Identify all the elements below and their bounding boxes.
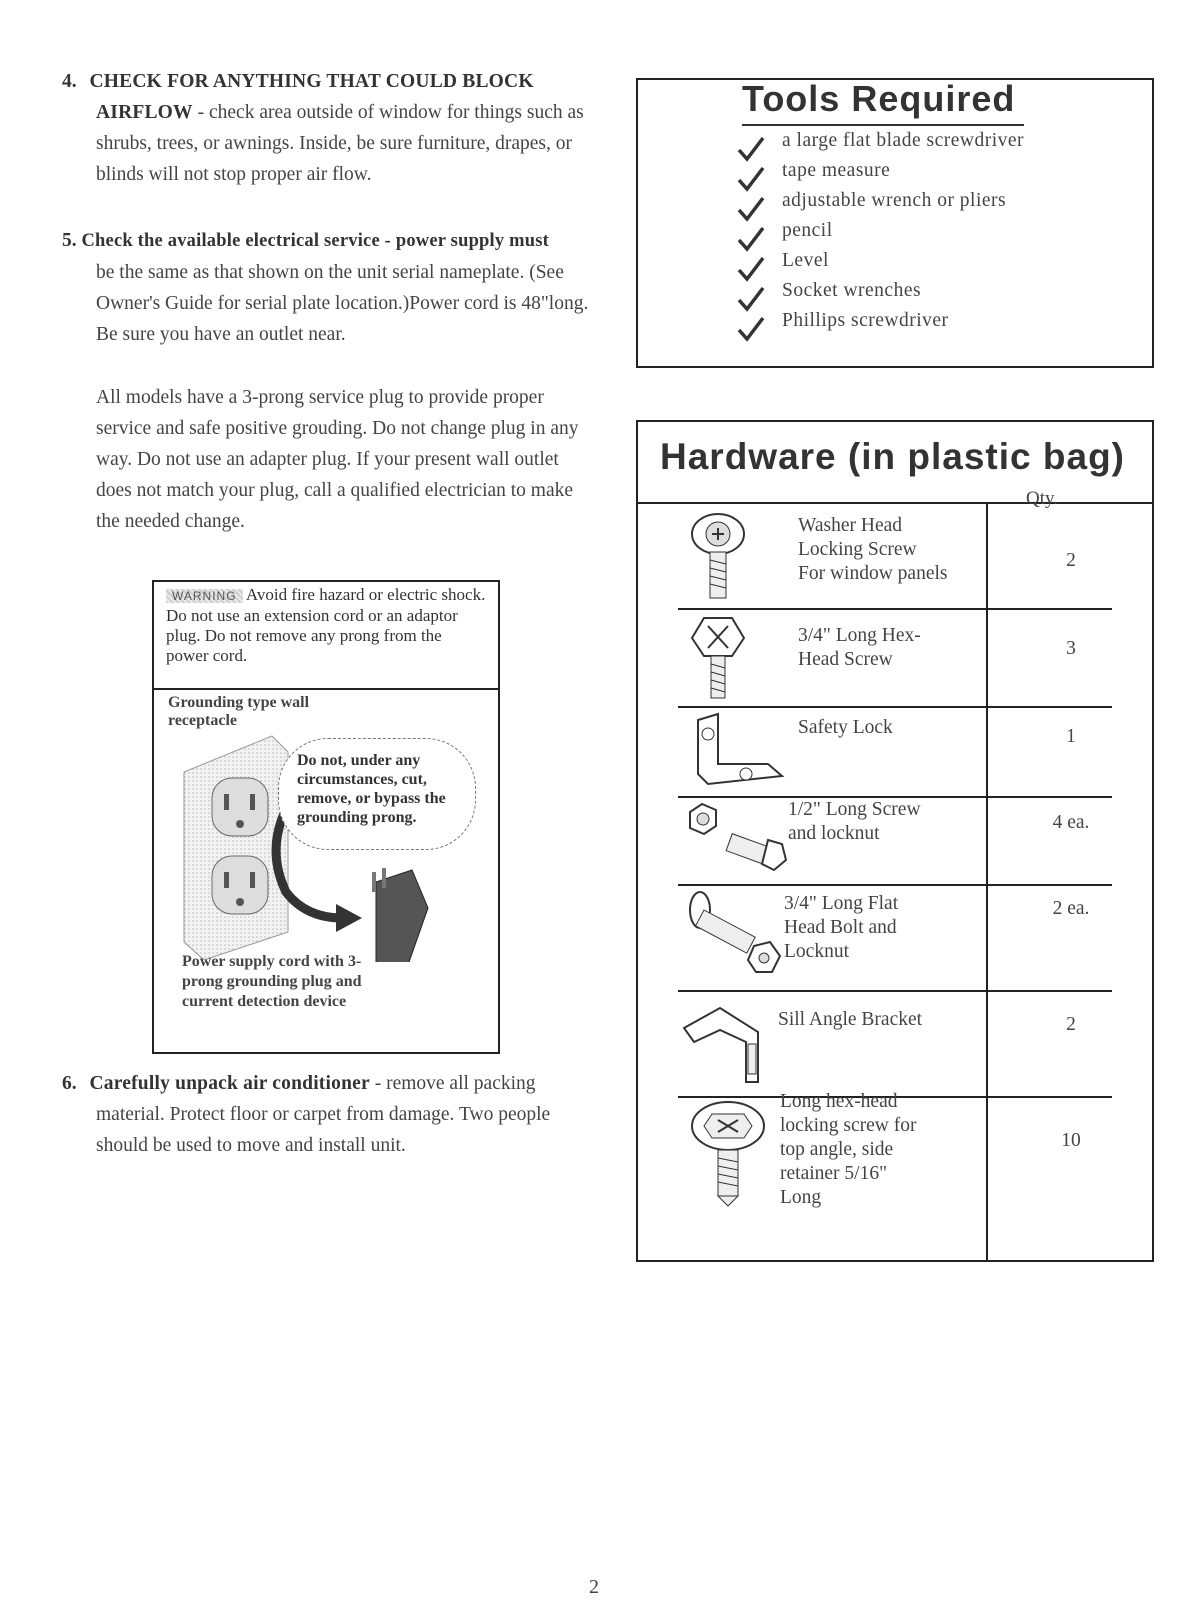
hardware-name-line: locking screw for [780,1115,917,1136]
hardware-item-name [784,892,898,964]
step-6 [62,1068,592,1161]
hex-head-screw-icon [678,612,758,702]
hardware-item-qty: 1 [1066,726,1076,747]
step-4-text-first: - check area outside of window for things [192,102,522,123]
warning-label: WARNING [166,589,243,603]
hardware-name-line: 3/4" Long Hex- [798,625,921,646]
step-6-text: material. Protect floor or carpet from damage. Two people should be used to move and install unit. [96,1104,551,1156]
tool-item-label: tape measure [782,160,891,181]
tool-item-label: Phillips screwdriver [782,310,949,331]
hardware-item-qty: 2 [1066,1014,1076,1035]
hardware-name-line: Safety Lock [798,717,893,738]
warning-box [152,580,500,1054]
tool-item-label: pencil [782,220,833,241]
grounding-receptacle-label: Grounding type wall receptacle [168,694,310,729]
hardware-item-name [798,624,921,672]
tool-item-label: a large flat blade screwdriver [782,130,1025,151]
hardware-name-line: retainer 5/16" [780,1163,888,1184]
step-5 [62,225,592,350]
step-4-text: such as shrubs, trees, or awnings. Inside, be sure furniture, drapes, or blinds will not stop proper air flow. [96,102,584,185]
hardware-box [636,420,1154,1262]
row-divider [678,706,1112,708]
step-6-heading: Carefully unpack air conditioner [89,1073,370,1094]
checkmark-icon [736,314,766,344]
step-4-heading-line2: AIRFLOW [96,102,193,123]
warning-text: Avoid fire hazard or electric shock. Do not use an extension cord or an adaptor plug. Do not remove any prong from the power cord. [166,585,486,665]
qty-column-header: Qty. [1026,488,1059,509]
tool-item [736,190,1136,220]
tools-title: Tools Required [742,78,1016,119]
hardware-item-name [798,514,948,586]
row-divider [678,884,1112,886]
hardware-name-line: Locking Screw [798,539,917,560]
grounding-warning-bubble [278,738,476,850]
sill-angle-bracket-icon [678,1002,788,1086]
tool-item [736,310,1136,340]
hardware-name-line: For window panels [798,563,948,584]
step-4 [62,66,592,190]
hardware-title: Hardware (in plastic bag) [660,436,1125,477]
tool-item [736,130,1136,160]
power-cord-label: Power supply cord with 3-prong grounding plug and current detection device [182,953,362,1010]
hardware-item-qty: 4 ea. [1052,812,1090,833]
hardware-header-rule [638,502,1152,504]
hardware-item-qty: 2 ea. [1052,898,1090,919]
step-6-text-first: - remove all packing [369,1073,536,1094]
tool-item [736,280,1136,310]
hardware-name-line: Washer Head [798,515,903,536]
hardware-name-line: and locknut [788,823,880,844]
long-hex-head-screw-icon [682,1098,782,1208]
tool-item [736,250,1136,280]
tool-item-label: adjustable wrench or pliers [782,190,1007,211]
hardware-item-name [798,716,893,740]
warning-divider [154,688,498,690]
flat-head-bolt-icon [678,890,788,984]
hardware-name-line: top angle, side [780,1139,894,1160]
hardware-name-line: Long [780,1187,822,1208]
tool-item-label: Level [782,250,829,271]
hardware-name-line: Sill Angle Bracket [778,1009,923,1030]
hardware-item-name [778,1008,922,1032]
row-divider [678,990,1112,992]
tools-title-underline [742,124,1024,126]
step-5-number: 5. [62,230,77,251]
hardware-item-qty: 10 [1061,1130,1081,1151]
grounding-warning-text: Do not, under any circumstances, cut, remove, or bypass the grounding prong. [297,752,446,826]
screw-and-locknut-icon [684,800,794,880]
tool-item [736,220,1136,250]
step-6-number: 6. [62,1073,77,1094]
hardware-name-line: Locknut [784,941,849,962]
safety-lock-icon [688,710,788,790]
hardware-name-line: 1/2" Long Screw [788,799,921,820]
tools-required-box [636,78,1154,368]
tool-item [736,160,1136,190]
row-divider [678,608,1112,610]
washer-head-screw-icon [678,512,758,602]
plug-paragraph: All models have a 3-prong service plug to provide proper service and safe positive grouding. Do not change plug in any way. Do not use an adapter plug. If your present wall outlet does not match your plug, call a qualified electrician to make the needed change. [96,387,579,532]
step-5-text: be the same as that shown on the unit serial nameplate. (See Owner's Guide for serial plate location.)Power cord is 48"long. Be sure you have an outlet near. [96,262,589,345]
hardware-item-qty: 3 [1066,638,1076,659]
hardware-name-line: Head Bolt and [784,917,897,938]
hardware-name-line: Head Screw [798,649,893,670]
tool-item-label: Socket wrenches [782,280,922,301]
hardware-name-line: Long hex-head [780,1091,898,1112]
hardware-item-qty: 2 [1066,550,1076,571]
warning-text-block [166,585,488,666]
hardware-item-name [788,798,921,846]
step-5-heading: Check the available electrical service - power supply must [81,231,550,251]
step-4-heading-line1: CHECK FOR ANYTHING THAT COULD BLOCK [89,71,534,92]
hardware-item-name [780,1090,916,1210]
step-4-number: 4. [62,71,77,92]
page-number: 2 [589,1576,599,1598]
hardware-name-line: 3/4" Long Flat [784,893,899,914]
